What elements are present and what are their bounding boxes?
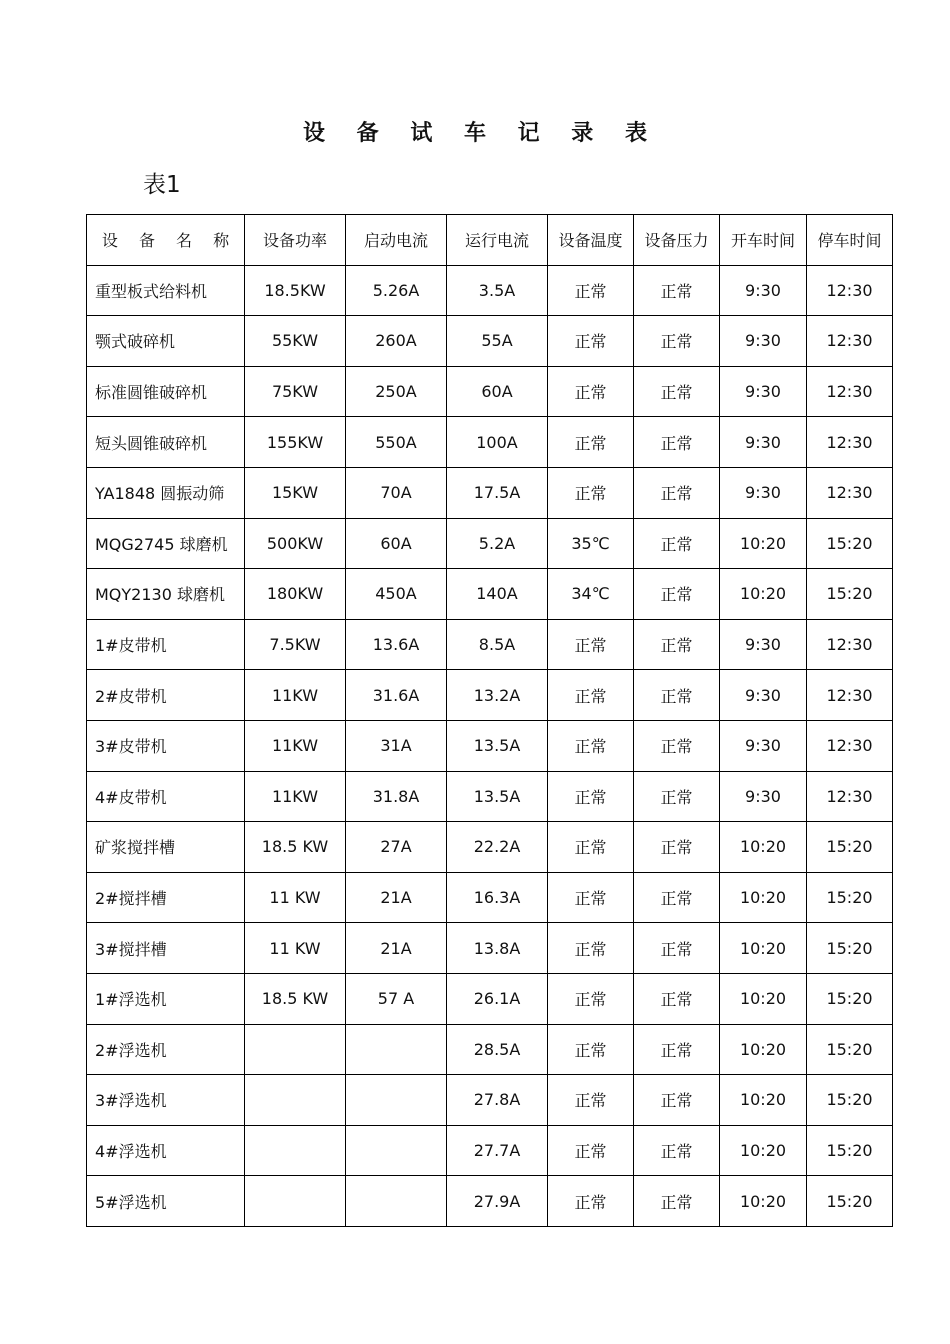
cell-equipment-name: 4#浮选机 [87, 1125, 245, 1176]
table-row [87, 1075, 893, 1126]
cell-start-current: 27A [346, 822, 447, 873]
cell-stop-time: 15:20 [807, 1075, 893, 1126]
cell-stop-time: 12:30 [807, 366, 893, 417]
cell-pressure: 正常 [634, 771, 720, 822]
cell-run-current: 17.5A [447, 467, 548, 518]
cell-pressure: 正常 [634, 518, 720, 569]
cell-stop-time: 15:20 [807, 1024, 893, 1075]
cell-pressure: 正常 [634, 1176, 720, 1227]
cell-power: 180KW [245, 569, 346, 620]
cell-temperature: 35℃ [548, 518, 634, 569]
cell-run-current: 13.5A [447, 771, 548, 822]
cell-temperature: 正常 [548, 771, 634, 822]
cell-stop-time: 12:30 [807, 771, 893, 822]
cell-power [245, 1125, 346, 1176]
table-row [87, 366, 893, 417]
cell-start-current: 70A [346, 467, 447, 518]
cell-start-current [346, 1176, 447, 1227]
table-row [87, 518, 893, 569]
cell-equipment-name: 5#浮选机 [87, 1176, 245, 1227]
table-row [87, 1125, 893, 1176]
cell-temperature: 正常 [548, 923, 634, 974]
cell-temperature: 正常 [548, 1075, 634, 1126]
table-row [87, 265, 893, 316]
cell-run-current: 27.9A [447, 1176, 548, 1227]
cell-start-current: 260A [346, 316, 447, 367]
cell-temperature: 正常 [548, 822, 634, 873]
cell-start-time: 9:30 [720, 619, 807, 670]
cell-start-current: 31A [346, 720, 447, 771]
cell-temperature: 正常 [548, 1176, 634, 1227]
cell-pressure: 正常 [634, 1024, 720, 1075]
cell-pressure: 正常 [634, 366, 720, 417]
cell-stop-time: 15:20 [807, 1176, 893, 1227]
cell-stop-time: 15:20 [807, 518, 893, 569]
table-row [87, 923, 893, 974]
cell-power: 155KW [245, 417, 346, 468]
cell-start-time: 9:30 [720, 366, 807, 417]
cell-start-time: 9:30 [720, 771, 807, 822]
cell-pressure: 正常 [634, 822, 720, 873]
cell-pressure: 正常 [634, 872, 720, 923]
cell-start-current: 31.8A [346, 771, 447, 822]
cell-temperature: 正常 [548, 973, 634, 1024]
page-title: 设 备 试 车 记 录 表 [303, 121, 659, 146]
header-pressure: 设备压力 [634, 215, 720, 266]
cell-run-current: 13.8A [447, 923, 548, 974]
cell-power: 75KW [245, 366, 346, 417]
cell-equipment-name: 3#皮带机 [87, 720, 245, 771]
cell-start-time: 10:20 [720, 1176, 807, 1227]
cell-equipment-name: 标准圆锥破碎机 [87, 366, 245, 417]
cell-stop-time: 12:30 [807, 720, 893, 771]
cell-pressure: 正常 [634, 619, 720, 670]
cell-run-current: 27.8A [447, 1075, 548, 1126]
cell-equipment-name: 3#搅拌槽 [87, 923, 245, 974]
cell-stop-time: 15:20 [807, 1125, 893, 1176]
cell-equipment-name: 颚式破碎机 [87, 316, 245, 367]
cell-start-time: 10:20 [720, 1125, 807, 1176]
cell-pressure: 正常 [634, 569, 720, 620]
header-run-current: 运行电流 [447, 215, 548, 266]
table-row [87, 973, 893, 1024]
table-label: 表1 [143, 172, 181, 198]
cell-equipment-name: 2#皮带机 [87, 670, 245, 721]
cell-run-current: 60A [447, 366, 548, 417]
cell-temperature: 正常 [548, 1125, 634, 1176]
header-stop-time: 停车时间 [807, 215, 893, 266]
cell-pressure: 正常 [634, 316, 720, 367]
table-row [87, 822, 893, 873]
cell-stop-time: 12:30 [807, 467, 893, 518]
cell-stop-time: 15:20 [807, 973, 893, 1024]
cell-stop-time: 15:20 [807, 569, 893, 620]
cell-temperature: 正常 [548, 467, 634, 518]
cell-run-current: 22.2A [447, 822, 548, 873]
table-row [87, 619, 893, 670]
cell-temperature: 正常 [548, 366, 634, 417]
cell-start-current: 21A [346, 923, 447, 974]
cell-temperature: 正常 [548, 265, 634, 316]
cell-equipment-name: 1#浮选机 [87, 973, 245, 1024]
cell-equipment-name: 3#浮选机 [87, 1075, 245, 1126]
cell-power [245, 1075, 346, 1126]
cell-start-current: 31.6A [346, 670, 447, 721]
header-start-time: 开车时间 [720, 215, 807, 266]
cell-power [245, 1024, 346, 1075]
cell-pressure: 正常 [634, 973, 720, 1024]
cell-power: 11KW [245, 720, 346, 771]
cell-pressure: 正常 [634, 467, 720, 518]
cell-start-current: 250A [346, 366, 447, 417]
cell-run-current: 16.3A [447, 872, 548, 923]
cell-run-current: 100A [447, 417, 548, 468]
table-header-row [87, 215, 893, 266]
cell-start-current: 13.6A [346, 619, 447, 670]
cell-temperature: 正常 [548, 417, 634, 468]
cell-equipment-name: 2#浮选机 [87, 1024, 245, 1075]
cell-start-time: 10:20 [720, 923, 807, 974]
cell-run-current: 55A [447, 316, 548, 367]
cell-start-current: 450A [346, 569, 447, 620]
table-row [87, 670, 893, 721]
cell-run-current: 28.5A [447, 1024, 548, 1075]
header-power: 设备功率 [245, 215, 346, 266]
table-body [87, 265, 893, 1226]
cell-start-current: 550A [346, 417, 447, 468]
cell-start-time: 10:20 [720, 822, 807, 873]
cell-pressure: 正常 [634, 923, 720, 974]
table-row [87, 720, 893, 771]
cell-start-time: 9:30 [720, 670, 807, 721]
cell-run-current: 3.5A [447, 265, 548, 316]
cell-start-current [346, 1125, 447, 1176]
cell-temperature: 正常 [548, 1024, 634, 1075]
cell-temperature: 正常 [548, 619, 634, 670]
cell-power: 18.5KW [245, 265, 346, 316]
cell-power: 7.5KW [245, 619, 346, 670]
cell-start-current [346, 1024, 447, 1075]
header-start-current: 启动电流 [346, 215, 447, 266]
cell-start-time: 10:20 [720, 1024, 807, 1075]
header-equipment-name: 设 备 名 称 [87, 215, 245, 266]
cell-power: 11KW [245, 771, 346, 822]
table-row [87, 467, 893, 518]
cell-start-time: 10:20 [720, 1075, 807, 1126]
cell-run-current: 26.1A [447, 973, 548, 1024]
cell-power: 18.5 KW [245, 822, 346, 873]
cell-temperature: 正常 [548, 316, 634, 367]
cell-temperature: 正常 [548, 872, 634, 923]
table-row [87, 1176, 893, 1227]
cell-equipment-name: 1#皮带机 [87, 619, 245, 670]
cell-start-time: 10:20 [720, 518, 807, 569]
cell-power: 15KW [245, 467, 346, 518]
cell-start-current [346, 1075, 447, 1126]
cell-start-time: 9:30 [720, 467, 807, 518]
cell-start-time: 10:20 [720, 569, 807, 620]
cell-start-time: 10:20 [720, 872, 807, 923]
cell-run-current: 27.7A [447, 1125, 548, 1176]
cell-temperature: 正常 [548, 720, 634, 771]
cell-start-current: 57 A [346, 973, 447, 1024]
cell-run-current: 5.2A [447, 518, 548, 569]
cell-power: 11 KW [245, 923, 346, 974]
cell-stop-time: 12:30 [807, 265, 893, 316]
table-row [87, 316, 893, 367]
cell-equipment-name: YA1848 圆振动筛 [87, 467, 245, 518]
cell-start-time: 9:30 [720, 316, 807, 367]
cell-stop-time: 12:30 [807, 417, 893, 468]
cell-start-time: 10:20 [720, 973, 807, 1024]
cell-stop-time: 12:30 [807, 619, 893, 670]
cell-pressure: 正常 [634, 670, 720, 721]
cell-stop-time: 15:20 [807, 822, 893, 873]
cell-pressure: 正常 [634, 265, 720, 316]
cell-equipment-name: MQG2745 球磨机 [87, 518, 245, 569]
table-row [87, 1024, 893, 1075]
cell-power [245, 1176, 346, 1227]
cell-start-time: 9:30 [720, 720, 807, 771]
equipment-test-record-table [86, 214, 893, 1227]
cell-run-current: 13.2A [447, 670, 548, 721]
cell-pressure: 正常 [634, 417, 720, 468]
cell-run-current: 13.5A [447, 720, 548, 771]
cell-pressure: 正常 [634, 1075, 720, 1126]
cell-equipment-name: 重型板式给料机 [87, 265, 245, 316]
table-row [87, 417, 893, 468]
table-row [87, 872, 893, 923]
cell-stop-time: 12:30 [807, 670, 893, 721]
table-row [87, 771, 893, 822]
cell-stop-time: 15:20 [807, 872, 893, 923]
cell-equipment-name: 4#皮带机 [87, 771, 245, 822]
cell-stop-time: 12:30 [807, 316, 893, 367]
cell-start-time: 9:30 [720, 417, 807, 468]
cell-run-current: 140A [447, 569, 548, 620]
table-row [87, 569, 893, 620]
cell-power: 18.5 KW [245, 973, 346, 1024]
cell-temperature: 正常 [548, 670, 634, 721]
cell-start-time: 9:30 [720, 265, 807, 316]
cell-start-current: 21A [346, 872, 447, 923]
cell-equipment-name: 矿浆搅拌槽 [87, 822, 245, 873]
cell-run-current: 8.5A [447, 619, 548, 670]
cell-power: 500KW [245, 518, 346, 569]
cell-power: 11KW [245, 670, 346, 721]
cell-power: 11 KW [245, 872, 346, 923]
cell-pressure: 正常 [634, 1125, 720, 1176]
cell-equipment-name: 短头圆锥破碎机 [87, 417, 245, 468]
cell-power: 55KW [245, 316, 346, 367]
cell-temperature: 34℃ [548, 569, 634, 620]
cell-equipment-name: 2#搅拌槽 [87, 872, 245, 923]
header-temperature: 设备温度 [548, 215, 634, 266]
cell-equipment-name: MQY2130 球磨机 [87, 569, 245, 620]
cell-pressure: 正常 [634, 720, 720, 771]
cell-start-current: 5.26A [346, 265, 447, 316]
cell-start-current: 60A [346, 518, 447, 569]
cell-stop-time: 15:20 [807, 923, 893, 974]
